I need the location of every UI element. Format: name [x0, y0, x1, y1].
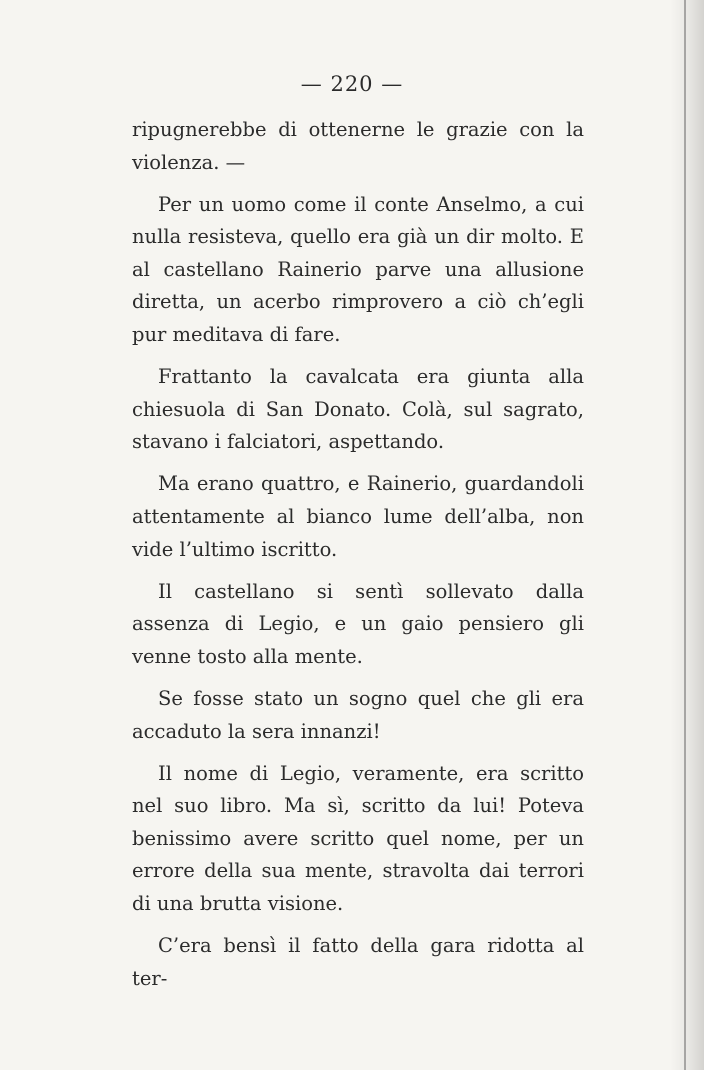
body-text [132, 114, 584, 1005]
paragraph-5: Il castellano si sentì sollevato dalla assenza di Legio, e un gaio pensiero gli venne tosto alla mente. [132, 579, 584, 668]
paragraph-1: ripugnerebbe di ottenerne le grazie con la violenza. — [132, 118, 584, 174]
page-number: — 220 — [300, 72, 404, 96]
paragraph-4: Ma erano quattro, e Rainerio, guardandoli attentamente al bianco lume dell’alba, non vide l’ultimo iscritto. [132, 472, 584, 561]
paragraph-7: Il nome di Legio, veramente, era scritto nel suo libro. Ma sì, scritto da lui! Poteva benissimo avere scritto quel nome, per un errore della sua mente, stravolta dai terrori di una brutta visione. [132, 761, 584, 916]
page-spine-shadow [670, 0, 704, 1070]
paragraph-2: Per un uomo come il conte Anselmo, a cui nulla resisteva, quello era già un dir molto. E al castellano Rainerio parve una allusione diretta, un acerbo rimprovero a ciò ch’egli pur meditava di fare. [132, 192, 584, 347]
paragraph-8: C’era bensì il fatto della gara ridotta al ter- [132, 934, 584, 990]
paragraph-3: Frattanto la cavalcata era giunta alla chiesuola di San Donato. Colà, sul sagrato, stavano i falciatori, aspettando. [132, 365, 584, 454]
paragraph-6: Se fosse stato un sogno quel che gli era accaduto la sera innanzi! [132, 687, 584, 743]
page-spine-edge [684, 0, 686, 1070]
